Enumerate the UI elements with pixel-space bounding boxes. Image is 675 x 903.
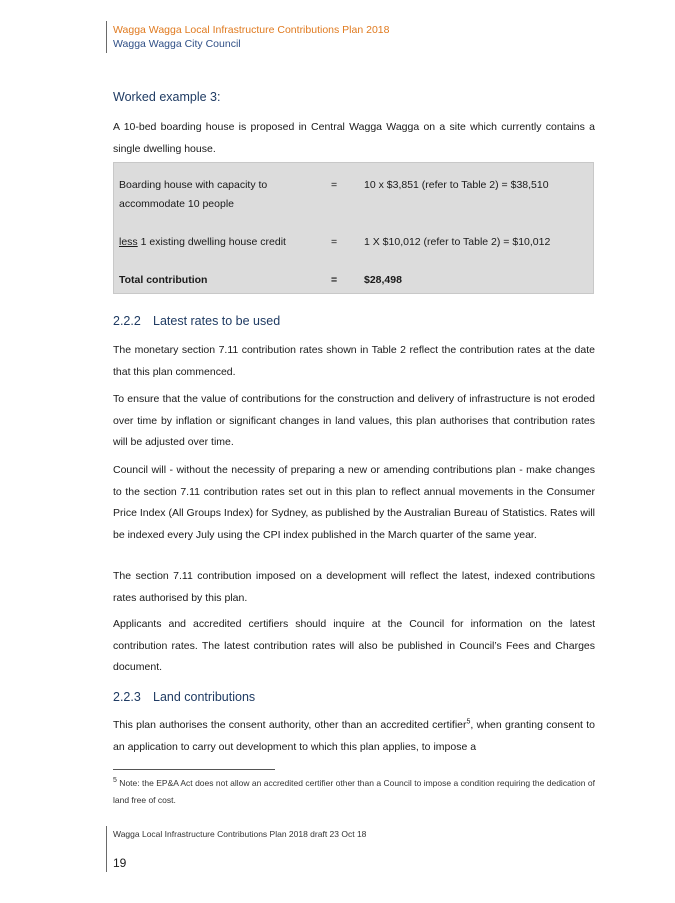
row1-label-line1: Boarding house with capacity to [119,179,268,191]
paragraph-text: , when granting consent to an application to carry out development to which this plan applies, to impose a [113,719,595,753]
section-223-number: 2.2.3 [113,690,141,704]
footnote-ref: 5 [466,718,471,726]
worked-example-heading: Worked example 3: [113,90,221,104]
paragraph: The section 7.11 contribution imposed on a development will reflect the latest, indexed contributions rates authorised by this plan. [113,570,595,604]
footnote-text: Note: the EP&A Act does not allow an accredited certifier other than a Council to impose a condition requiring the dedication of land free of cost. [113,778,595,805]
total-label: Total contribution [119,274,208,286]
footnote-rule [113,769,275,770]
total-equals: = [331,274,338,286]
section-223-heading [113,690,255,704]
row2-value: 1 X $10,012 (refer to Table 2) = $10,012 [364,236,551,248]
row2-label [119,232,286,253]
footer-rule [106,826,107,872]
section-222-heading [113,314,280,328]
document-title: Wagga Wagga Local Infrastructure Contributions Plan 2018 [113,24,390,36]
paragraph: Applicants and accredited certifiers should inquire at the Council for information on the latest contribution rates. The latest contribution rates will also be published in Council’s Fees and Charges document. [113,618,595,673]
calculation-box [113,162,594,294]
row1-equals: = [331,179,338,191]
council-name: Wagga Wagga City Council [113,38,241,50]
footnote-marker: 5 [113,777,117,785]
row1-label-line2: accommodate 10 people [119,198,234,210]
paragraph: The monetary section 7.11 contribution rates shown in Table 2 reflect the contribution rates at the date that this plan commenced. [113,344,595,378]
row1-value: 10 x $3,851 (refer to Table 2) = $38,510 [364,179,549,191]
footer-document-name: Wagga Local Infrastructure Contributions Plan 2018 draft 23 Oct 18 [113,829,367,839]
section-222-number: 2.2.2 [113,314,141,328]
total-value: $28,498 [364,274,402,286]
section-223-title: Land contributions [153,690,256,704]
paragraph: To ensure that the value of contributions for the construction and delivery of infrastructure is not eroded over time by inflation or significant changes in land values, this plan authorises that contribution rates will be adjusted over time. [113,393,595,448]
land-contributions-paragraph [113,715,595,758]
worked-example-intro: A 10-bed boarding house is proposed in Central Wagga Wagga on a site which currently contains a single dwelling house. [113,121,595,155]
header-rule [106,21,107,53]
row2-equals: = [331,236,338,248]
page-number: 19 [113,856,127,870]
section-222-title: Latest rates to be used [153,314,281,328]
footnote [113,775,595,809]
row2-label-rest: 1 existing dwelling house credit [137,236,286,248]
paragraph: Council will - without the necessity of preparing a new or amending contributions plan - make changes to the section 7.11 contribution rates set out in this plan to reflect annual movements in the Consumer Price Index (All Groups Index) for Sydney, as published by the Australian Bureau of Statistics. Rates will be indexed every July using the CPI index published in the March quarter of the same year. [113,464,595,541]
paragraph-text: This plan authorises the consent authority, other than an accredited certifier [113,719,467,731]
row2-label-less: less [119,236,138,248]
